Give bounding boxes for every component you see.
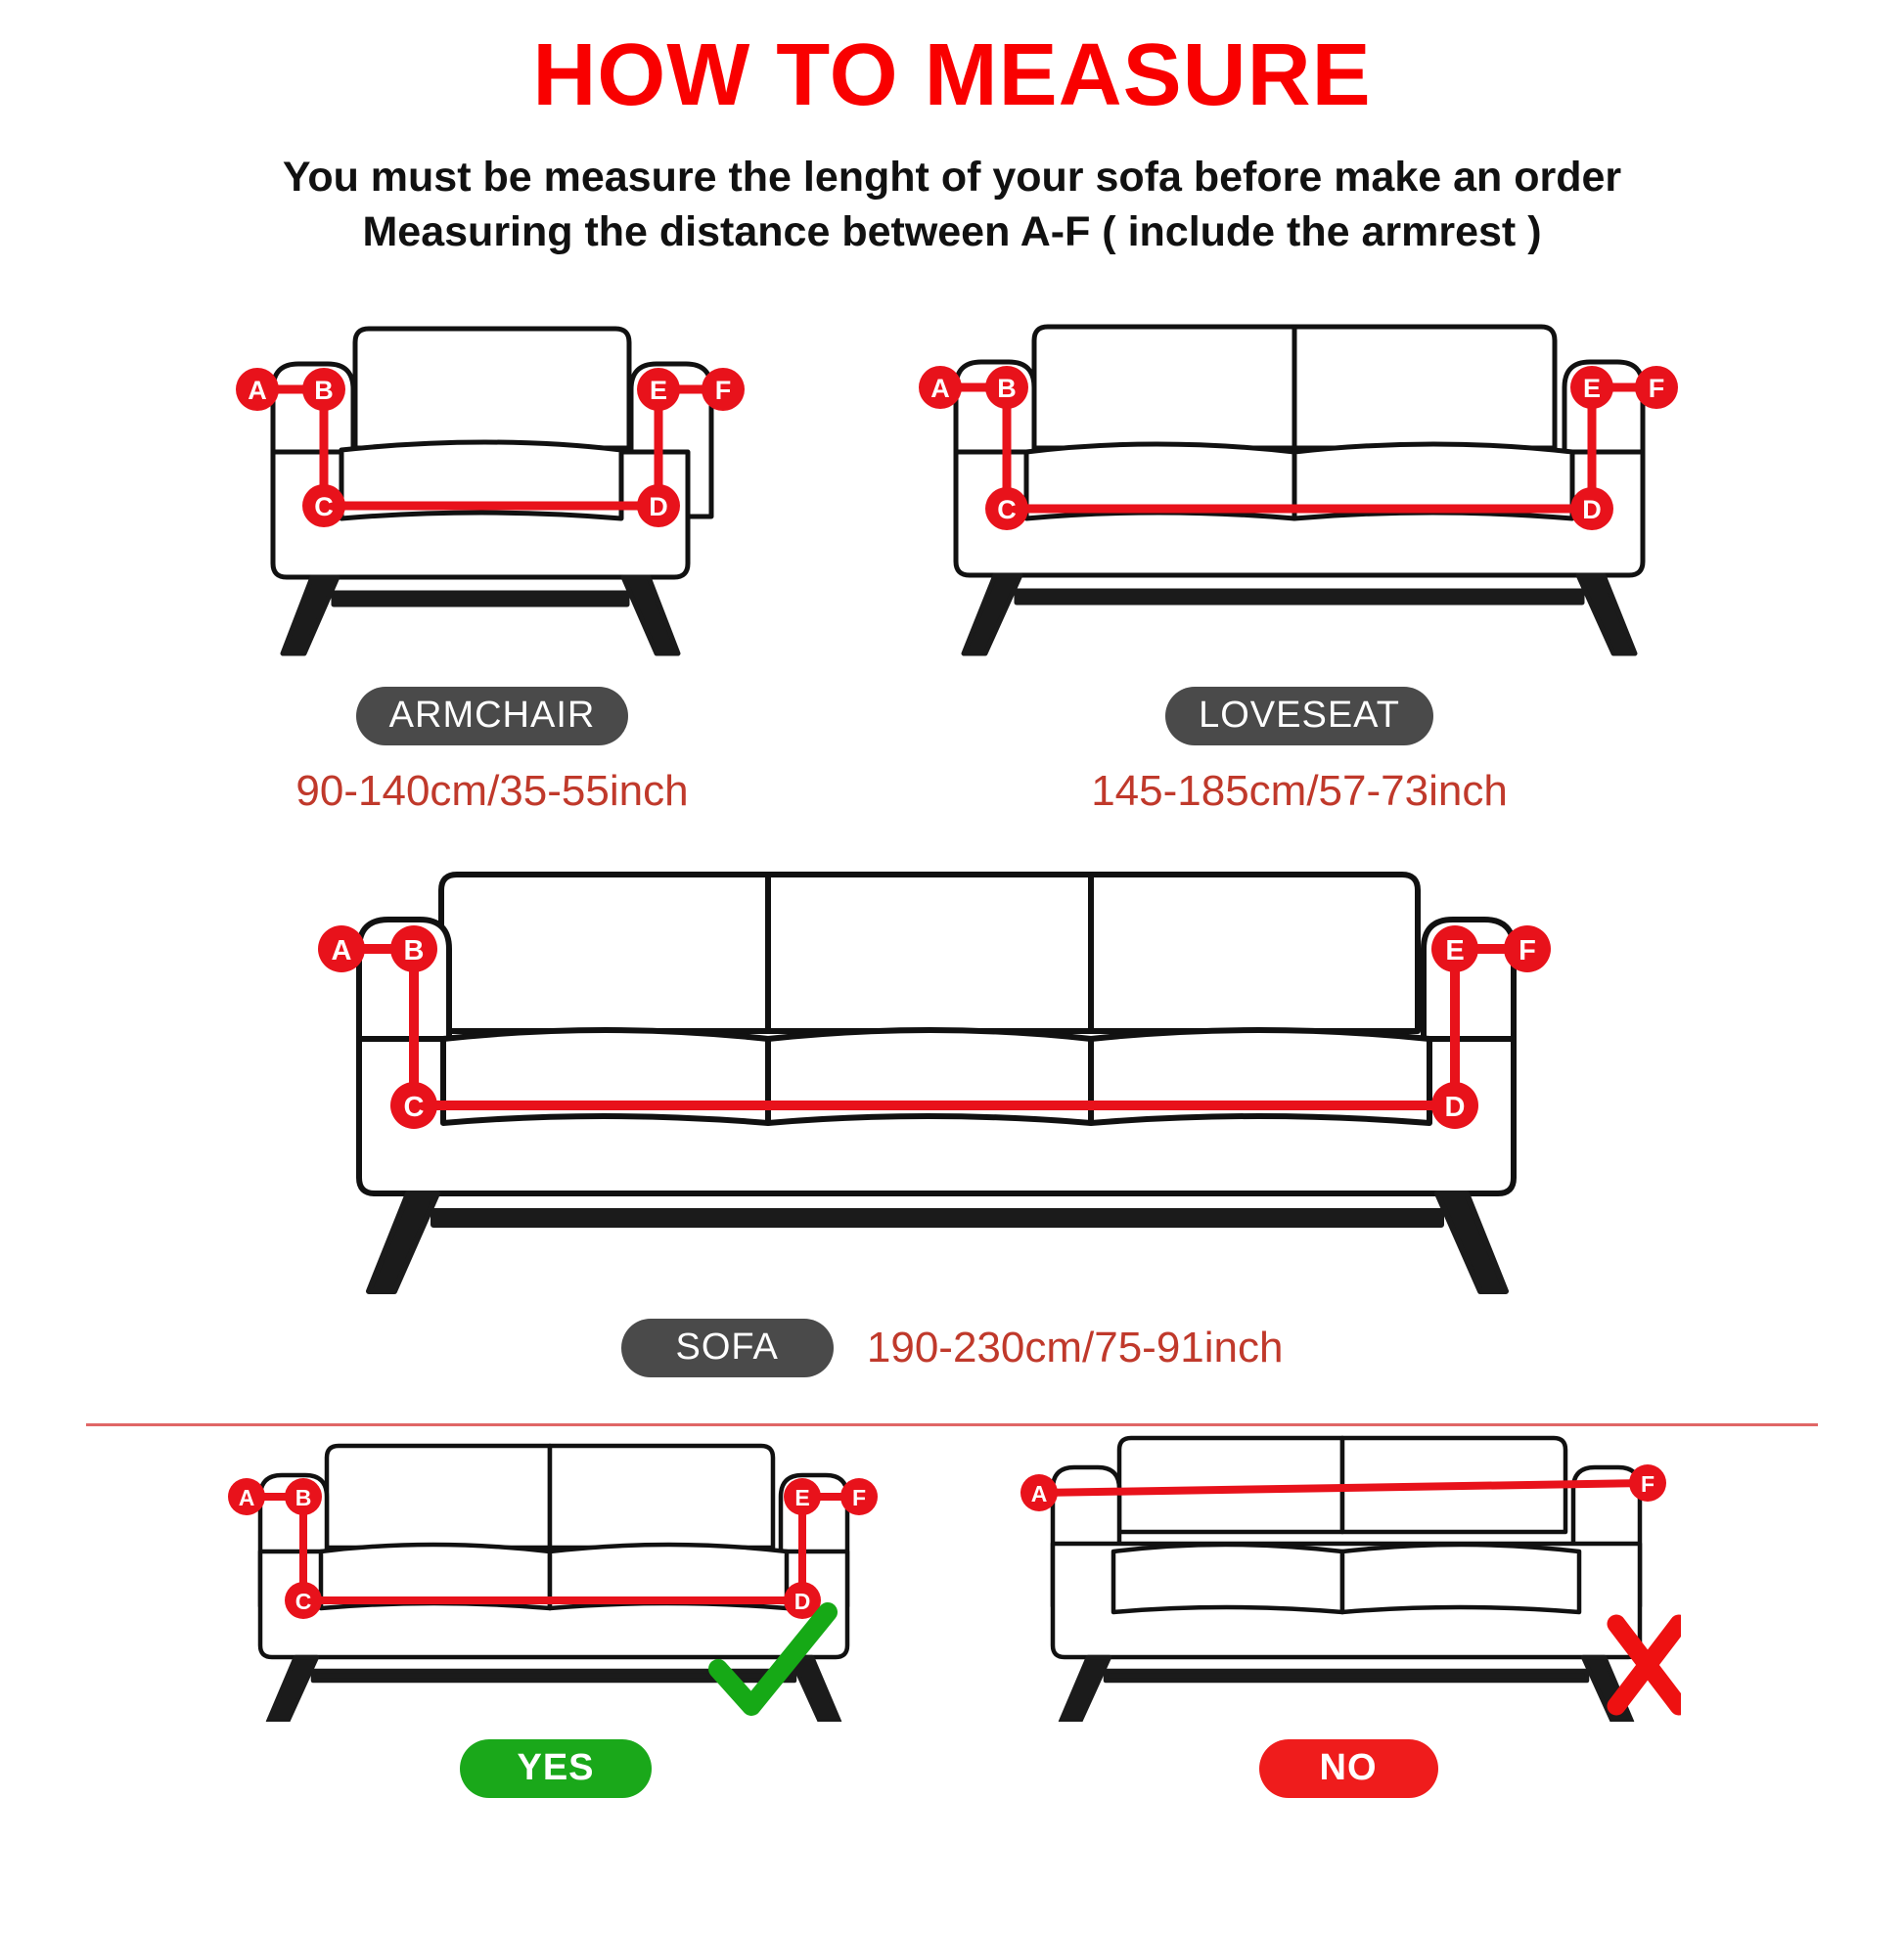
loveseat-diagram — [913, 305, 1686, 816]
sofa-illustration — [316, 855, 1588, 1315]
svg-text:C: C — [403, 1092, 425, 1123]
svg-text:A: A — [248, 376, 267, 405]
subtitle-line-1: You must be measure the lenght of your sofa before make an order — [282, 153, 1622, 201]
svg-text:E: E — [1445, 935, 1465, 966]
page-title: HOW TO MEASURE — [532, 26, 1372, 124]
svg-text:C: C — [295, 1589, 312, 1614]
svg-text:F: F — [1640, 1471, 1655, 1497]
svg-text:D: D — [1582, 495, 1602, 524]
svg-text:F: F — [851, 1485, 867, 1510]
svg-text:E: E — [1582, 374, 1602, 403]
armchair-illustration — [218, 305, 766, 677]
cross-icon — [1616, 1624, 1679, 1706]
svg-text:D: D — [1444, 1092, 1466, 1123]
armchair-dimension: 90-140cm/35-55inch — [295, 767, 689, 815]
section-divider — [86, 1423, 1818, 1426]
no-label: NO — [1259, 1739, 1438, 1798]
incorrect-example — [1016, 1428, 1681, 1798]
sofa-dimension: 190-230cm/75-91inch — [866, 1324, 1284, 1371]
sofa-diagram — [316, 855, 1588, 1377]
subtitle-line-2: Measuring the distance between A-F ( include the armrest ) — [362, 208, 1542, 256]
svg-text:F: F — [714, 376, 732, 405]
loveseat-dimension: 145-185cm/57-73inch — [1091, 767, 1508, 815]
armchair-diagram — [218, 305, 766, 816]
svg-text:E: E — [649, 376, 668, 405]
svg-text:B: B — [314, 376, 334, 405]
svg-text:F: F — [1648, 374, 1665, 403]
svg-text:A: A — [930, 374, 950, 403]
page-subtitle — [0, 150, 1904, 261]
svg-text:F: F — [1519, 935, 1536, 966]
correct-loveseat-illustration — [223, 1428, 888, 1722]
correct-example — [223, 1428, 888, 1798]
loveseat-label: LOVESEAT — [1165, 687, 1433, 745]
incorrect-loveseat-illustration — [1016, 1428, 1681, 1722]
sofa-label: SOFA — [621, 1319, 834, 1377]
svg-text:B: B — [295, 1485, 312, 1510]
armchair-label: ARMCHAIR — [356, 687, 629, 745]
svg-text:A: A — [1030, 1481, 1048, 1506]
svg-text:C: C — [997, 495, 1017, 524]
svg-text:A: A — [238, 1485, 255, 1510]
svg-text:B: B — [997, 374, 1017, 403]
svg-text:E: E — [794, 1485, 810, 1510]
loveseat-illustration — [913, 305, 1686, 677]
yes-label: YES — [460, 1739, 651, 1798]
svg-text:C: C — [314, 492, 334, 521]
svg-text:A: A — [331, 935, 352, 966]
svg-text:D: D — [793, 1589, 811, 1614]
svg-text:D: D — [649, 492, 668, 521]
svg-text:B: B — [403, 935, 425, 966]
how-to-measure-infographic — [0, 26, 1904, 1933]
